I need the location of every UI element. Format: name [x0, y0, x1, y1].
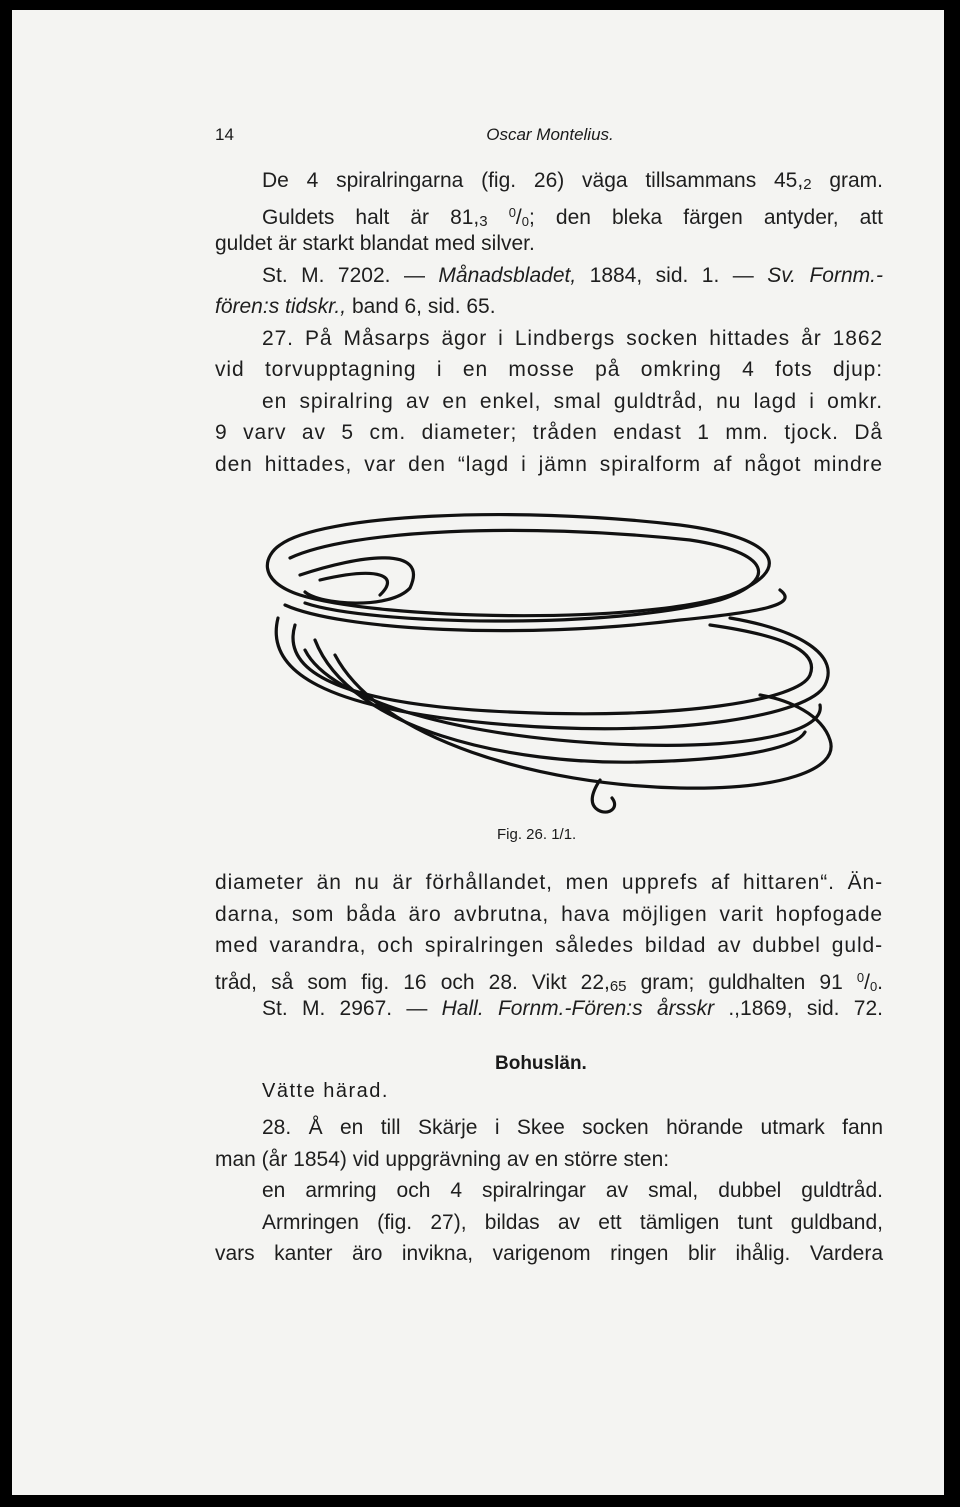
text-line: vars kanter äro invikna, varigenom ringen blir ihålig. Vardera	[215, 1242, 883, 1265]
text-line: guldet är starkt blandat med silver.	[215, 232, 535, 255]
text-line: vid torvupptagning i en mosse på omkring 4 fots djup:	[215, 358, 883, 381]
paragraph-skarje-find	[215, 1112, 883, 1270]
running-head: Oscar Montelius.	[486, 125, 614, 144]
spiral-ring-illustration	[260, 500, 840, 820]
paragraph-spiral-rings	[215, 165, 883, 480]
text-line: tråd, så som fig. 16 och 28. Vikt 22,65 gram; guldhalten 91 $^0$/0.	[215, 969, 884, 995]
figure-caption: Fig. 26. 1/1.	[497, 826, 577, 843]
text-line: diameter än nu är förhållandet, men upprefs af hittaren“. Än-	[215, 871, 883, 894]
text-line: St. M. 7202. — Månadsbladet, 1884, sid. 1. — Sv. Fornm.-	[262, 263, 883, 287]
text-line: en armring och 4 spiralringar av smal, dubbel guldtråd.	[262, 1179, 883, 1202]
text-line: en spiralring av en enkel, smal guldtråd, nu lagd i omkr.	[262, 389, 883, 413]
text-line: 27. På Måsarps ägor i Lindbergs socken hittades år 1862	[262, 326, 883, 350]
text-line: Guldets halt är 81,3 $^0$/0; den bleka färgen antyder, att	[262, 204, 883, 230]
text-line: darna, som båda äro avbrutna, hava möjligen varit hopfogade	[215, 902, 883, 926]
text-line: med varandra, och spiralringen således bildad av dubbel guld-	[215, 934, 883, 957]
text-line: man (år 1854) vid uppgrävning av en större sten:	[215, 1147, 670, 1171]
text-line: den hittades, var den “lagd i jämn spiralform af något mindre	[215, 452, 883, 476]
section-heading-district: Vätte härad.	[262, 1080, 389, 1102]
page-header	[215, 125, 885, 155]
text-line: 28. Å en till Skärje i Skee socken hörande utmark fann	[262, 1116, 883, 1139]
paragraph-spiral-ring-continued	[215, 867, 883, 1025]
text-line: 9 varv av 5 cm. diameter; tråden endast 1 mm. tjock. Då	[215, 421, 883, 444]
page-number: 14	[215, 125, 234, 144]
text-line: Armringen (fig. 27), bildas av ett tämligen tunt guldband,	[262, 1210, 883, 1234]
text-line: fören:s tidskr., band 6, sid. 65.	[215, 295, 496, 318]
section-heading-region: Bohuslän.	[495, 1053, 587, 1074]
text-line: St. M. 2967. — Hall. Fornm.-Fören:s årsskr .,1869, sid. 72.	[262, 997, 883, 1020]
text-line: De 4 spiralringarna (fig. 26) väga tillsammans 45,2 gram.	[262, 169, 883, 193]
